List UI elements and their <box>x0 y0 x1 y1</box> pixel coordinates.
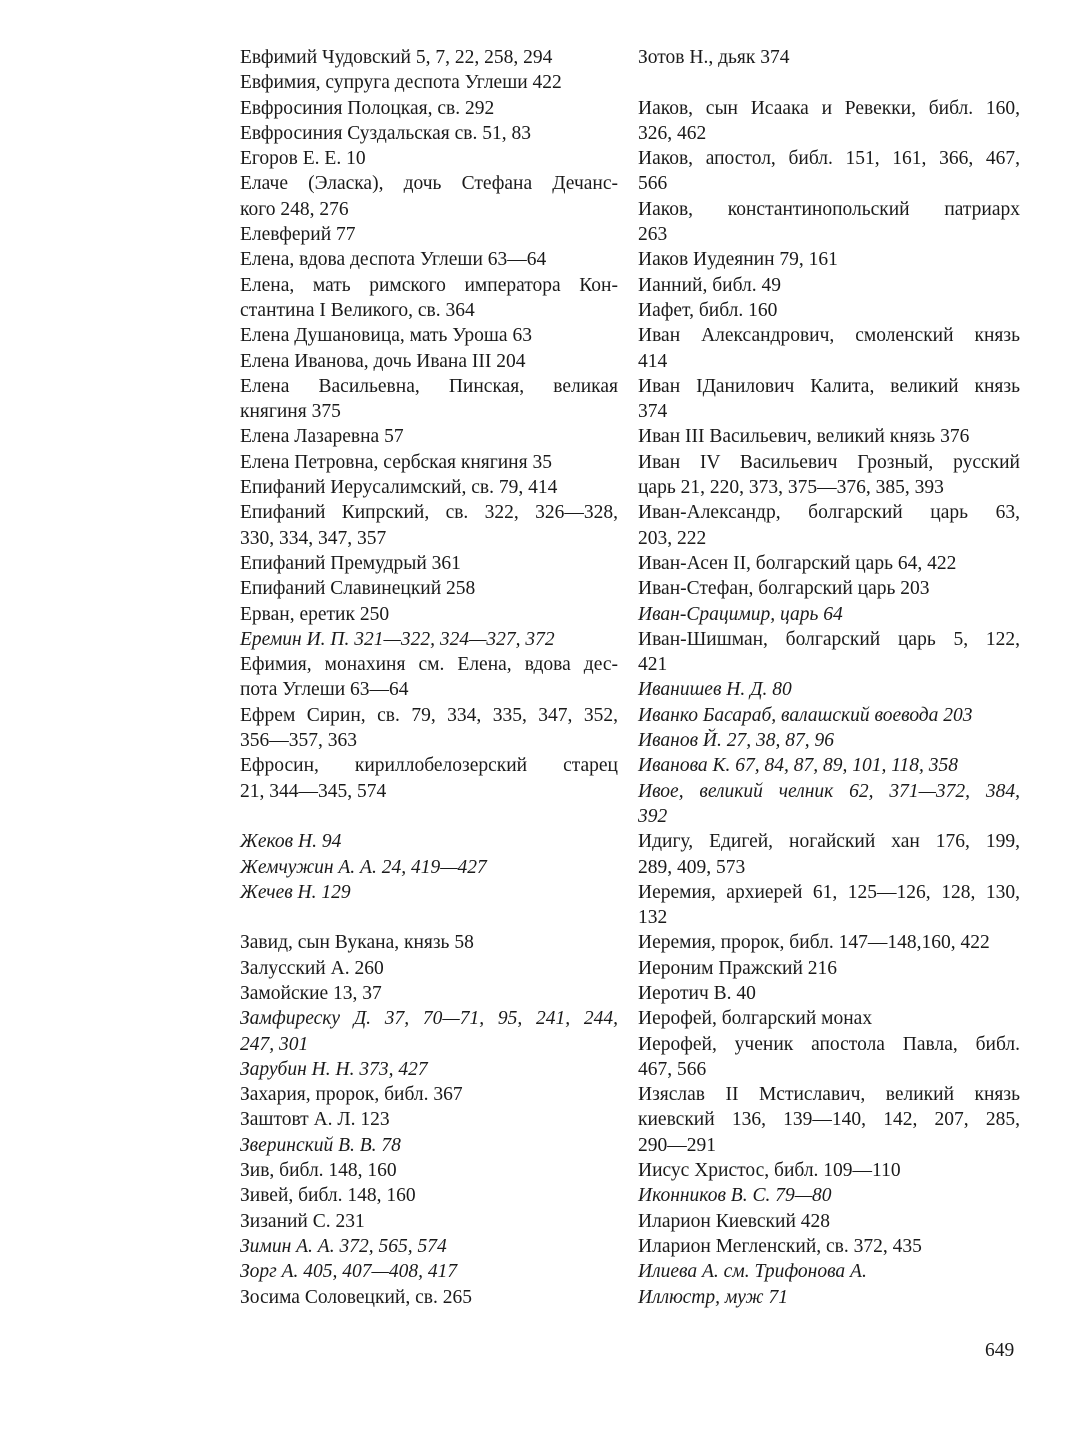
index-entry-line: Иван Александрович, смоленский князь <box>638 325 1020 347</box>
index-entry-line: Епифаний Кипрский, св. 322, 326—328, <box>240 502 618 524</box>
index-entry-line: Иларион Киевский 428 <box>638 1210 831 1232</box>
index-entry-line: Зив, библ. 148, 160 <box>240 1160 397 1182</box>
index-entry-line: Иванко Басараб, валашский воевода 203 <box>638 704 973 726</box>
index-entry-line: Иаков Иудеянин 79, 161 <box>638 249 838 271</box>
index-entry-line: Иван-Шишман, болгарский царь 5, 122, <box>638 628 1020 650</box>
index-entry-line: Иеремия, архиерей 61, 125—126, 128, 130, <box>638 881 1020 903</box>
index-entry-line: Изяслав II Мстиславич, великий князь <box>638 1084 1020 1106</box>
index-entry-line: Елена Душановица, мать Уроша 63 <box>240 325 532 347</box>
index-entry-line: Елевферий 77 <box>240 224 356 246</box>
index-entry-line: Епифаний Премудрый 361 <box>240 552 461 574</box>
index-entry-line: Елена Лазаревна 57 <box>240 426 404 448</box>
page-number: 649 <box>985 1340 1015 1361</box>
index-entry-line: Иаков, сын Исаака и Ревекки, библ. 160, <box>638 97 1020 119</box>
index-entry-line: Елена Васильевна, Пинская, великая <box>240 375 618 397</box>
index-entry-line: Иван-Стефан, болгарский царь 203 <box>638 578 930 600</box>
index-entry-line: Иаков, константинопольский патриарх <box>638 198 1020 220</box>
index-entry-line: 21, 344—345, 574 <box>240 780 387 802</box>
index-entry-line: Иван-Александр, болгарский царь 63, <box>638 502 1020 524</box>
index-entry-line: Захария, пророк, библ. 367 <box>240 1084 463 1106</box>
index-entry-line: Евфимий Чудовский 5, 7, 22, 258, 294 <box>240 47 553 68</box>
index-entry-line: киевский 136, 139—140, 142, 207, 285, <box>638 1109 1020 1131</box>
index-entry-line: Евфросиния Суздальская св. 51, 83 <box>240 122 531 144</box>
index-entry-line: 290—291 <box>638 1134 716 1156</box>
index-entry-line: Иллюстр, муж 71 <box>638 1286 788 1308</box>
index-entry-line: 421 <box>638 654 668 676</box>
index-entry-line: 356—357, 363 <box>240 730 357 752</box>
index-entry-line: Жечев Н. 129 <box>240 881 351 903</box>
index-entry-line: Иерофей, болгарский монах <box>638 1008 873 1030</box>
index-entry-line: Иванова К. 67, 84, 87, 89, 101, 118, 358 <box>638 755 959 777</box>
index-entry-line: Елена, вдова деспота Углеши 63—64 <box>240 249 547 271</box>
index-entry-line: 263 <box>638 224 668 246</box>
index-entry-line: Иван-Асен II, болгарский царь 64, 422 <box>638 552 957 574</box>
index-entry-line: Зорг А. 405, 407—408, 417 <box>240 1261 458 1283</box>
index-entry-line: княгиня 375 <box>240 401 341 423</box>
index-entry-line: Залусский А. 260 <box>240 957 384 979</box>
index-entry-line: 247, 301 <box>240 1033 309 1055</box>
index-entry-line: Иванов Й. 27, 38, 87, 96 <box>638 730 835 752</box>
index-entry-line: 374 <box>638 401 668 423</box>
index-entry-line: Иерофей, ученик апостола Павла, библ. <box>638 1033 1020 1055</box>
index-entry-line: Епифаний Иерусалимский, св. 79, 414 <box>240 477 558 499</box>
index-entry-line: Елена Иванова, дочь Ивана III 204 <box>240 350 526 372</box>
index-entry-line: Замойские 13, 37 <box>240 982 382 1004</box>
index-column-left <box>240 45 618 1310</box>
blank-line <box>638 70 1020 95</box>
index-entry-line: Зосима Соловецкий, св. 265 <box>240 1286 472 1308</box>
index-entry-line: Иисус Христос, библ. 109—110 <box>638 1160 901 1182</box>
index-entry-line: царь 21, 220, 373, 375—376, 385, 393 <box>638 477 944 499</box>
index-entry-line: Елена Петровна, сербская княгиня 35 <box>240 451 552 473</box>
index-entry-line: Зотов Н., дьяк 374 <box>638 47 790 68</box>
index-entry-line: Елаче (Эласка), дочь Стефана Дечанс- <box>240 173 618 195</box>
index-entry-line: Иероним Пражский 216 <box>638 957 838 979</box>
blank-line <box>240 905 618 930</box>
index-entry-line: Замфиреску Д. 37, 70—71, 95, 241, 244, <box>240 1008 618 1030</box>
index-entry-line: Жемчужин А. А. 24, 419—427 <box>240 856 487 878</box>
index-entry-line: Ерван, еретик 250 <box>240 603 390 625</box>
index-entry-line: Илиева А. см. Трифонова А. <box>638 1261 867 1283</box>
index-entry-line: Иван IV Васильевич Грозный, русский <box>638 451 1020 473</box>
index-entry-line: Епифаний Славинецкий 258 <box>240 578 476 600</box>
index-entry-line: Ианний, библ. 49 <box>638 274 782 296</box>
index-entry-line: Ефросин, кириллобелозерский старец <box>240 755 618 777</box>
index-entry-line: 326, 462 <box>638 122 707 144</box>
index-entry-line: 289, 409, 573 <box>638 856 746 878</box>
index-entry-line: Елена, мать римского императора Кон- <box>240 274 618 296</box>
index-entry-line: кого 248, 276 <box>240 198 349 220</box>
index-entry-line: Идигу, Едигей, ногайский хан 176, 199, <box>638 831 1020 853</box>
index-entry-line: Иван-Срацимир, царь 64 <box>638 603 843 625</box>
index-entry-line: 203, 222 <box>638 527 707 549</box>
index-entry-line: пота Углеши 63—64 <box>240 679 409 701</box>
index-entry-line: стантина I Великого, св. 364 <box>240 299 475 321</box>
index-entry-line: Евфросиния Полоцкая, св. 292 <box>240 97 495 119</box>
index-entry-line: Зарубин Н. Н. 373, 427 <box>240 1058 428 1080</box>
index-entry-line: Заштовт А. Л. 123 <box>240 1109 390 1131</box>
index-entry-line: Ивое, великий челник 62, 371—372, 384, <box>638 780 1020 802</box>
index-entry-line: 392 <box>638 805 668 827</box>
index-entry-line: 566 <box>638 173 668 195</box>
index-entry-line: Иеротич В. 40 <box>638 982 756 1004</box>
blank-line <box>240 804 618 829</box>
index-entry-line: Иафет, библ. 160 <box>638 299 778 321</box>
index-entry-line: Егоров Е. Е. 10 <box>240 148 366 170</box>
index-entry-line: 132 <box>638 907 668 929</box>
index-entry-line: Иеремия, пророк, библ. 147—148,160, 422 <box>638 932 990 954</box>
index-entry-line: Зверинский В. В. 78 <box>240 1134 401 1156</box>
index-entry-line: Евфимия, супруга деспота Углеши 422 <box>240 72 562 94</box>
index-entry-line: Иаков, апостол, библ. 151, 161, 366, 467, <box>638 148 1020 170</box>
index-entry-line: Иванишев Н. Д. 80 <box>638 679 792 701</box>
index-entry-line: Зивей, библ. 148, 160 <box>240 1185 416 1207</box>
index-entry-line: 330, 334, 347, 357 <box>240 527 387 549</box>
index-entry-line: Иван III Васильевич, великий князь 376 <box>638 426 970 448</box>
index-entry-line: Зимин А. А. 372, 565, 574 <box>240 1235 447 1257</box>
index-entry-line: Еремин И. П. 321—322, 324—327, 372 <box>240 628 555 650</box>
index-entry-line: 467, 566 <box>638 1058 707 1080</box>
index-entry-line: Иларион Мегленский, св. 372, 435 <box>638 1235 922 1257</box>
index-entry-line: 414 <box>638 350 668 372</box>
index-entry-line: Жеков Н. 94 <box>240 831 342 853</box>
index-entry-line: Ефрем Сирин, св. 79, 334, 335, 347, 352, <box>240 704 618 726</box>
index-column-right <box>638 45 1020 1310</box>
index-entry-line: Зизаний С. 231 <box>240 1210 365 1232</box>
index-entry-line: Ефимия, монахиня см. Елена, вдова дес- <box>240 654 618 676</box>
index-entry-line: Иван IДанилович Калита, великий князь <box>638 375 1020 397</box>
index-entry-line: Завид, сын Вукана, князь 58 <box>240 932 474 954</box>
index-entry-line: Иконников В. С. 79—80 <box>638 1185 832 1207</box>
